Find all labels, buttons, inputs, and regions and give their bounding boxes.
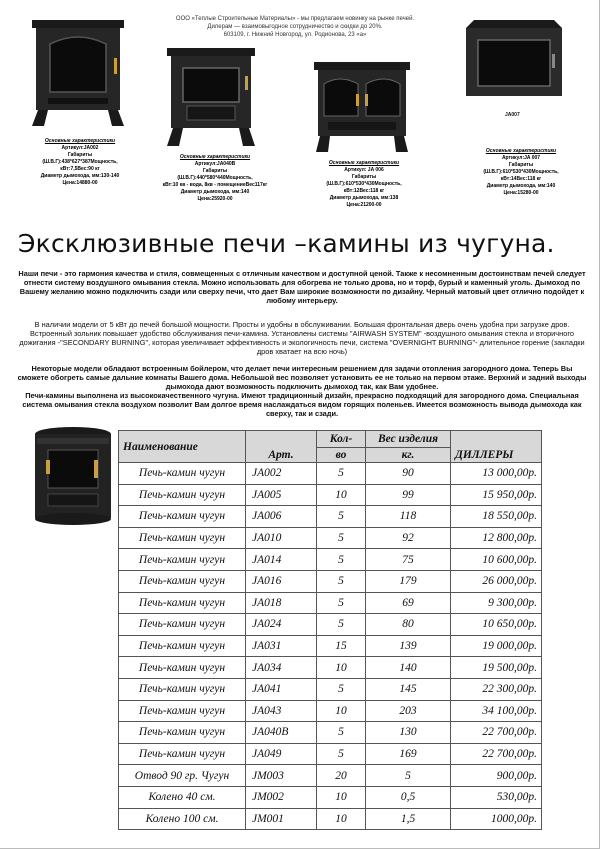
spec-flue: Диаметр дымохода, мм:138 (329, 195, 399, 201)
cell-name: Печь-камин чугун (119, 549, 246, 571)
table-row (119, 549, 542, 571)
cell-quantity: 10 (317, 786, 366, 808)
cell-weight: 75 (366, 549, 451, 571)
cell-weight: 130 (366, 722, 451, 744)
cell-quantity: 5 (317, 549, 366, 571)
cell-price: 10 600,00р. (451, 549, 542, 571)
stove-image-ja002 (28, 18, 128, 130)
cell-quantity: 5 (317, 678, 366, 700)
cell-name: Печь-камин чугун (119, 570, 246, 592)
stove-image-ja040b (165, 46, 257, 150)
table-row (119, 635, 542, 657)
cell-quantity: 10 (317, 484, 366, 506)
table-row (119, 484, 542, 506)
company-line-2: Дилерам — взаимовыгодное сотрудничество и скидки до 20%. (207, 24, 383, 30)
cell-name: Колено 40 см. (119, 786, 246, 808)
paragraph-boiler: Некоторые модели обладают встроенным бойлером, что делает печи интересным решением для задачи отопления загородного дома. Теперь Вы сможете обогреть самые дальние комнаты Вашего дома. Небольшой вес позволяет установить ее не только на первом этаже. Верхний и задний выходы дымохода дают возможность подключить дымоход так, как Вам удобнее. (17, 364, 587, 391)
table-row (119, 463, 542, 485)
cell-weight: 99 (366, 484, 451, 506)
spec-article: Артикул:JA002 (61, 145, 99, 151)
spec-dims-label: Габариты (508, 162, 534, 168)
company-header (150, 15, 440, 39)
stove-spec-ja002 (20, 138, 140, 187)
cell-price: 530,00р. (451, 786, 542, 808)
cell-article: JM002 (246, 786, 317, 808)
cell-weight: 5 (366, 765, 451, 787)
cell-article: JA016 (246, 570, 317, 592)
model-tag-ja007: JA007 (505, 112, 520, 118)
cell-quantity: 20 (317, 765, 366, 787)
cell-article: JM003 (246, 765, 317, 787)
paragraph-intro: Наши печи - это гармония качества и стиля, совмещенных с отличным качеством и доступной ценой. Также к несомненным достоинствам печей следует отнести систему воздушного омывания стекла. Можно использовать для обогрева не только дрова, но и торф, бурый и каменный уголь. Дымоход по Вашему желанию можно подключить сзади или сверху печи, что дает Вам широкие возможности по дизайну. Черный матовый цвет отлично подойдет к любому интерьеру. (18, 269, 586, 305)
cell-quantity: 15 (317, 635, 366, 657)
cell-name: Печь-камин чугун (119, 527, 246, 549)
spec-heading: Основные характеристики (485, 148, 557, 154)
cell-weight: 92 (366, 527, 451, 549)
table-row (119, 765, 542, 787)
company-line-1: ООО «Теплые Строительные Материалы» - мы предлагаем новинку на рынке печей. (175, 16, 415, 22)
header-qty-bottom: во (317, 448, 366, 463)
cell-quantity: 5 (317, 614, 366, 636)
table-row (119, 592, 542, 614)
spec-dims: (Ш.В.Г):438*627*387Мощность, (42, 159, 118, 165)
header-weight-top: Вес изделия (366, 431, 451, 448)
cell-price: 12 800,00р. (451, 527, 542, 549)
spec-flue: Диаметр дымохода, мм:140 (180, 189, 250, 195)
stove-spec-ja006 (308, 160, 420, 209)
stove-spec-ja040b (160, 154, 270, 203)
spec-dims-label: Габариты (351, 174, 377, 180)
spec-article: Артикул: JA 006 (344, 167, 384, 173)
paragraph-material: Печи-камины выполнена из высококачественного чугуна. Имеют традиционный дизайн, прекрасно подходящий для загородного дома. Специальная система омывания стекла воздухом позволит Вам долгое время наслаждаться видом горящих поленьев. Имеется возможность вывода дымохода как сверху, так и сзади. (22, 391, 582, 418)
cell-name: Печь-камин чугун (119, 678, 246, 700)
spec-power: кВт:7,5Вес:90 кг (60, 166, 100, 172)
header-dealers-top (451, 431, 542, 448)
table-row (119, 657, 542, 679)
table-row (119, 614, 542, 636)
cell-price: 9 300,00р. (451, 592, 542, 614)
stove-spec-ja007 (462, 148, 580, 197)
spec-article: Артикул:JA 007 (501, 155, 541, 161)
cell-price: 22 700,00р. (451, 722, 542, 744)
spec-dims-label: Габариты (202, 168, 228, 174)
cell-price: 22 700,00р. (451, 743, 542, 765)
spec-heading: Основные характеристики (328, 160, 400, 166)
cell-quantity: 5 (317, 722, 366, 744)
cell-name: Печь-камин чугун (119, 743, 246, 765)
header-weight-bottom: кг. (366, 448, 451, 463)
cell-article: JA005 (246, 484, 317, 506)
cell-weight: 69 (366, 592, 451, 614)
cell-price: 19 000,00р. (451, 635, 542, 657)
cell-quantity: 5 (317, 506, 366, 528)
cell-quantity: 5 (317, 463, 366, 485)
price-table (118, 430, 542, 830)
cell-name: Колено 100 см. (119, 808, 246, 830)
cell-price: 1000,00р. (451, 808, 542, 830)
spec-price: Цена:14880-00 (62, 180, 98, 186)
cell-quantity: 5 (317, 570, 366, 592)
table-row (119, 506, 542, 528)
cell-article: JA014 (246, 549, 317, 571)
spec-heading: Основные характеристики (179, 154, 251, 160)
cell-article: JA018 (246, 592, 317, 614)
cell-weight: 139 (366, 635, 451, 657)
page-title: Эксклюзивные печи –камины из чугуна. (18, 229, 555, 258)
cell-price: 900,00р. (451, 765, 542, 787)
cell-quantity: 5 (317, 743, 366, 765)
cell-quantity: 5 (317, 527, 366, 549)
cell-weight: 145 (366, 678, 451, 700)
cell-name: Отвод 90 гр. Чугун (119, 765, 246, 787)
cell-price: 13 000,00р. (451, 463, 542, 485)
spec-power: кВт:10 кв - вода, 8кв - помещениеВес117кг (162, 182, 268, 188)
spec-flue: Диаметр дымохода, мм:140 (486, 183, 556, 189)
cell-article: JA002 (246, 463, 317, 485)
cell-weight: 179 (366, 570, 451, 592)
stove-image-ja007 (464, 18, 564, 100)
stove-image-round (32, 426, 114, 526)
cell-price: 18 550,00р. (451, 506, 542, 528)
table-row (119, 700, 542, 722)
spec-heading: Основные характеристики (44, 138, 116, 144)
cell-article: JA010 (246, 527, 317, 549)
spec-dims: (Ш.В.Г):610*530*430Мощность, (326, 181, 402, 187)
cell-weight: 1,5 (366, 808, 451, 830)
spec-dims: (Ш.В.Г):610*530*430Мощность, (483, 169, 559, 175)
paragraph-features: В наличии модели от 5 кВт до печей большой мощности. Просты и удобны в обслуживании. Большая фронтальная дверь очень удобна при загрузке дров. Встроенный зольник повышает удобство обслуживания печи-камина. Установлены системы "AIRWASH SYSTEM" -воздушного омывания стекла и вторичного дожигания -"SECONDARY BURNING", которая увеличивает эффективность и экологичность печи, система "OVERNIGHT BURNING"- длительное горение (закладки дров хватает на всю ночь) (19, 320, 585, 356)
cell-weight: 118 (366, 506, 451, 528)
cell-name: Печь-камин чугун (119, 657, 246, 679)
cell-article: JM001 (246, 808, 317, 830)
cell-price: 34 100,00р. (451, 700, 542, 722)
spec-price: Цена:15280-00 (503, 190, 539, 196)
cell-article: JA034 (246, 657, 317, 679)
header-art-top (246, 431, 317, 448)
cell-article: JA006 (246, 506, 317, 528)
cell-name: Печь-камин чугун (119, 484, 246, 506)
table-row (119, 678, 542, 700)
header-dealers: ДИЛЛЕРЫ (451, 448, 542, 463)
company-line-3: 603109, г. Нижний Новгород, ул. Родионова, 23 «а» (223, 32, 367, 38)
spec-price: Цена:21200-00 (346, 202, 382, 208)
table-row (119, 527, 542, 549)
spec-price: Цена:25920-00 (197, 196, 233, 202)
cell-weight: 169 (366, 743, 451, 765)
cell-quantity: 10 (317, 657, 366, 679)
header-qty-top: Кол- (317, 431, 366, 448)
cell-name: Печь-камин чугун (119, 722, 246, 744)
spec-article: Артикул:JA040B (194, 161, 236, 167)
cell-price: 22 300,00р. (451, 678, 542, 700)
cell-article: JA040B (246, 722, 317, 744)
cell-article: JA031 (246, 635, 317, 657)
cell-price: 10 650,00р. (451, 614, 542, 636)
spec-power: кВт:14Вес:118 кг (500, 176, 542, 182)
cell-name: Печь-камин чугун (119, 700, 246, 722)
header-name: Наименование (119, 431, 246, 463)
cell-name: Печь-камин чугун (119, 506, 246, 528)
cell-name: Печь-камин чугун (119, 592, 246, 614)
cell-price: 19 500,00р. (451, 657, 542, 679)
cell-weight: 0,5 (366, 786, 451, 808)
cell-price: 15 950,00р. (451, 484, 542, 506)
cell-price: 26 000,00р. (451, 570, 542, 592)
table-row (119, 570, 542, 592)
spec-dims-label: Габариты (67, 152, 93, 158)
table-row (119, 786, 542, 808)
cell-article: JA041 (246, 678, 317, 700)
cell-quantity: 10 (317, 808, 366, 830)
cell-article: JA024 (246, 614, 317, 636)
cell-weight: 90 (366, 463, 451, 485)
header-art: Арт. (246, 448, 317, 463)
spec-flue: Диаметр дымохода, мм:130-140 (40, 173, 120, 179)
spec-power: кВт:12Вес:118 кг (343, 188, 385, 194)
cell-weight: 203 (366, 700, 451, 722)
cell-name: Печь-камин чугун (119, 635, 246, 657)
table-row (119, 743, 542, 765)
table-row (119, 722, 542, 744)
cell-name: Печь-камин чугун (119, 463, 246, 485)
cell-quantity: 5 (317, 592, 366, 614)
cell-article: JA043 (246, 700, 317, 722)
stove-image-ja006 (312, 60, 412, 156)
table-row (119, 808, 542, 830)
spec-dims: (Ш.В.Г):440*580*440Мощность, (177, 175, 253, 181)
cell-quantity: 10 (317, 700, 366, 722)
cell-name: Печь-камин чугун (119, 614, 246, 636)
cell-weight: 80 (366, 614, 451, 636)
cell-article: JA049 (246, 743, 317, 765)
cell-weight: 140 (366, 657, 451, 679)
